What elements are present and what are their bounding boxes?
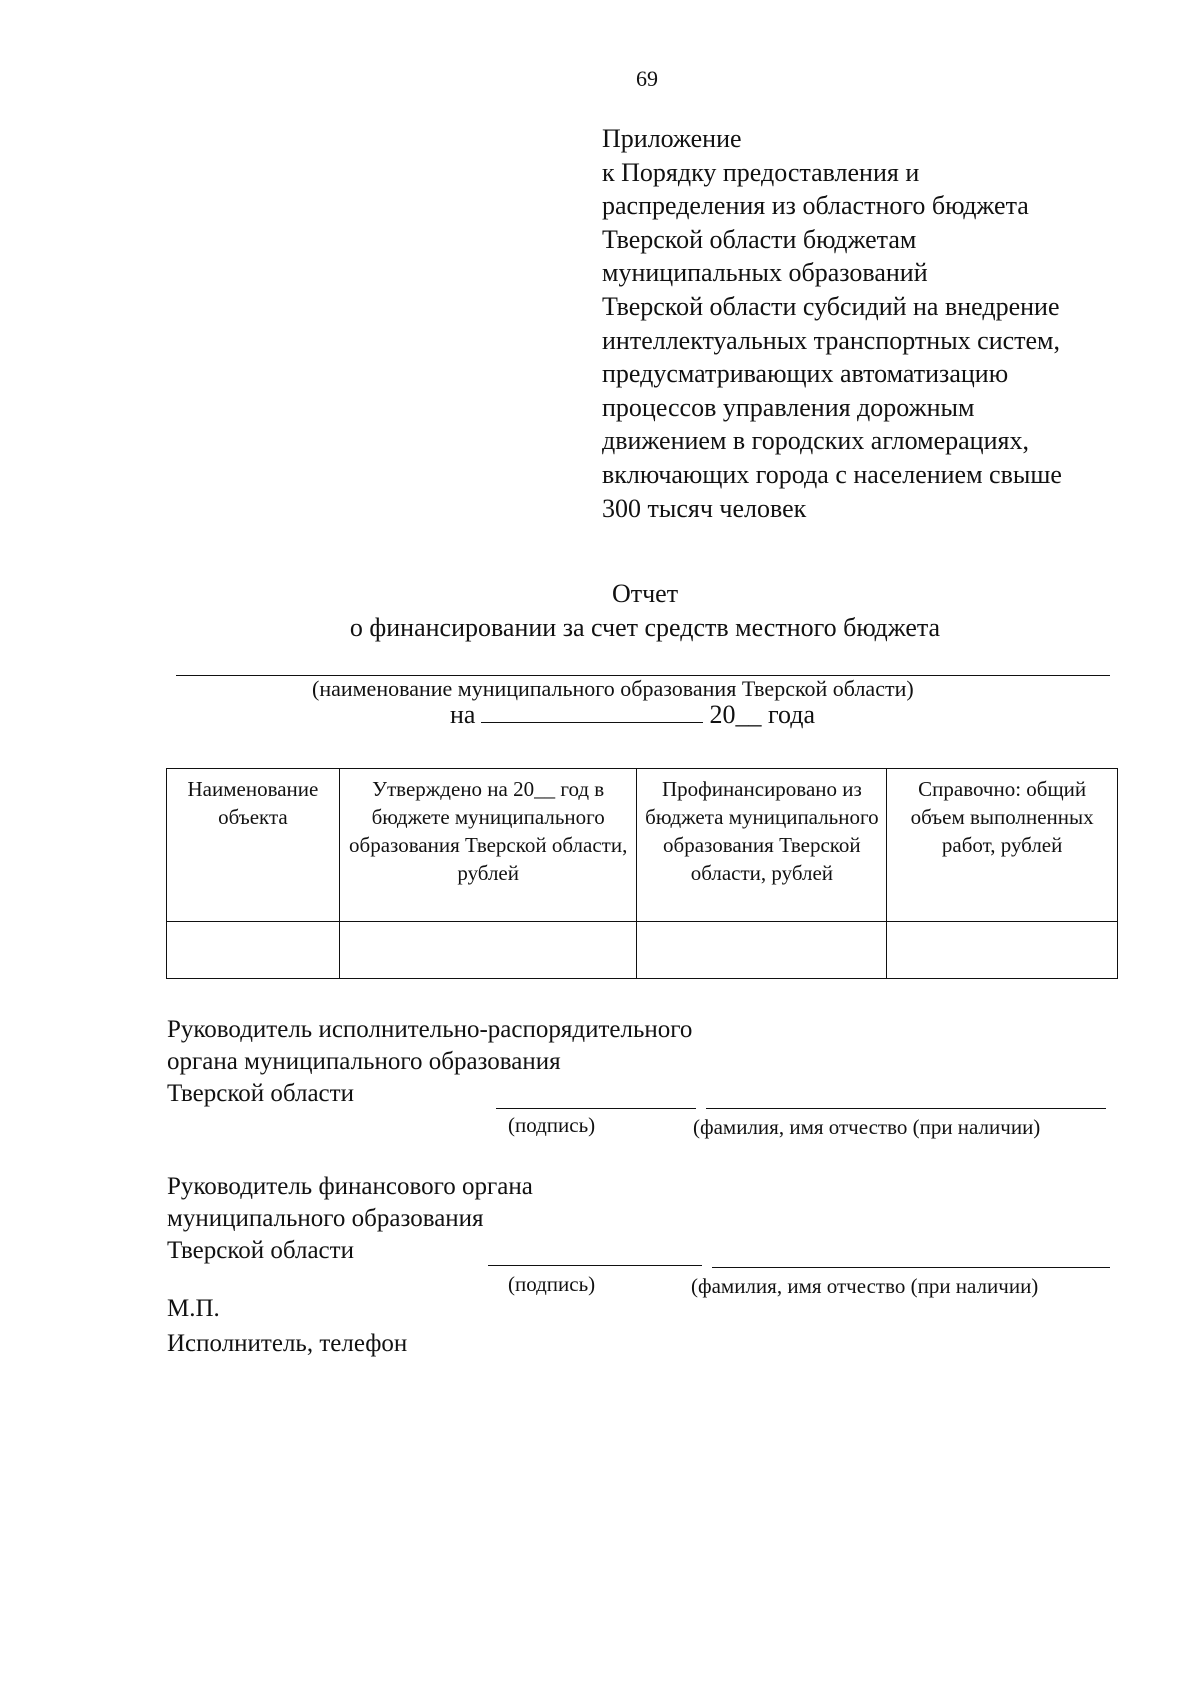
signature-title-line: органа муниципального образования <box>167 1048 561 1075</box>
table-header-cell: Утверждено на 20__ год в бюджете муниципального образования Тверской области, рублей <box>339 769 637 922</box>
appendix-line: муниципальных образований <box>602 258 928 288</box>
table-header-cell: Наименование объекта <box>167 769 340 922</box>
municipality-caption: (наименование муниципального образования Тверской области) <box>312 676 914 701</box>
year-suffix: 20__ года <box>709 700 816 729</box>
table-header-row <box>167 769 1118 922</box>
appendix-line: включающих города с населением свыше <box>602 459 1062 489</box>
table-cell <box>887 922 1118 979</box>
table-cell <box>167 922 340 979</box>
report-table <box>166 768 1118 979</box>
signature-title-line: Тверской области <box>167 1237 354 1264</box>
appendix-line: предусматривающих автоматизацию <box>602 359 1009 389</box>
appendix-line: движением в городских агломерациях, <box>602 426 1029 456</box>
report-date-line <box>450 700 815 730</box>
na-prefix: на <box>450 700 476 729</box>
page-number: 69 <box>636 66 658 91</box>
signature-blank-line <box>496 1108 696 1109</box>
name-label: (фамилия, имя отчество (при наличии) <box>691 1274 1039 1298</box>
appendix-line: Тверской области субсидий на внедрение <box>602 291 1060 321</box>
name-blank-line <box>712 1267 1110 1268</box>
signature-title-line: Тверской области <box>167 1080 354 1107</box>
table-cell <box>637 922 887 979</box>
signature-blank-line <box>488 1265 702 1266</box>
signature-title-line: Руководитель исполнительно-распорядительного <box>167 1016 693 1043</box>
signature-block-finance <box>167 1171 533 1267</box>
name-label: (фамилия, имя отчество (при наличии) <box>693 1115 1041 1139</box>
appendix-line: распределения из областного бюджета <box>602 191 1029 221</box>
appendix-line: Приложение <box>602 124 742 153</box>
report-title: Отчет <box>611 579 679 608</box>
executor-label: Исполнитель, телефон <box>167 1330 408 1357</box>
report-subtitle: о финансировании за счет средств местного бюджета <box>349 613 941 642</box>
signature-block-executive <box>167 1014 692 1110</box>
appendix-line: процессов управления дорожным <box>602 392 975 422</box>
signature-title-line: Руководитель финансового органа <box>167 1173 533 1200</box>
name-blank-line <box>706 1108 1106 1109</box>
appendix-line: Тверской области бюджетам <box>602 224 917 254</box>
appendix-line: 300 тысяч человек <box>602 493 807 523</box>
table-row <box>167 922 1118 979</box>
table-header-cell: Справочно: общий объем выполненных работ, рублей <box>887 769 1118 922</box>
signature-label: (подпись) <box>508 1113 596 1137</box>
appendix-line: к Порядку предоставления и <box>602 157 920 187</box>
signature-title-line: муниципального образования <box>167 1205 484 1232</box>
stamp-label: М.П. <box>167 1295 220 1322</box>
table-header-cell: Профинансировано из бюджета муниципального образования Тверской области, рублей <box>637 769 887 922</box>
date-blank-line <box>481 700 703 723</box>
table-cell <box>339 922 637 979</box>
signature-label: (подпись) <box>508 1272 596 1296</box>
appendix-line: интеллектуальных транспортных систем, <box>602 325 1061 355</box>
appendix-header <box>602 122 1162 525</box>
